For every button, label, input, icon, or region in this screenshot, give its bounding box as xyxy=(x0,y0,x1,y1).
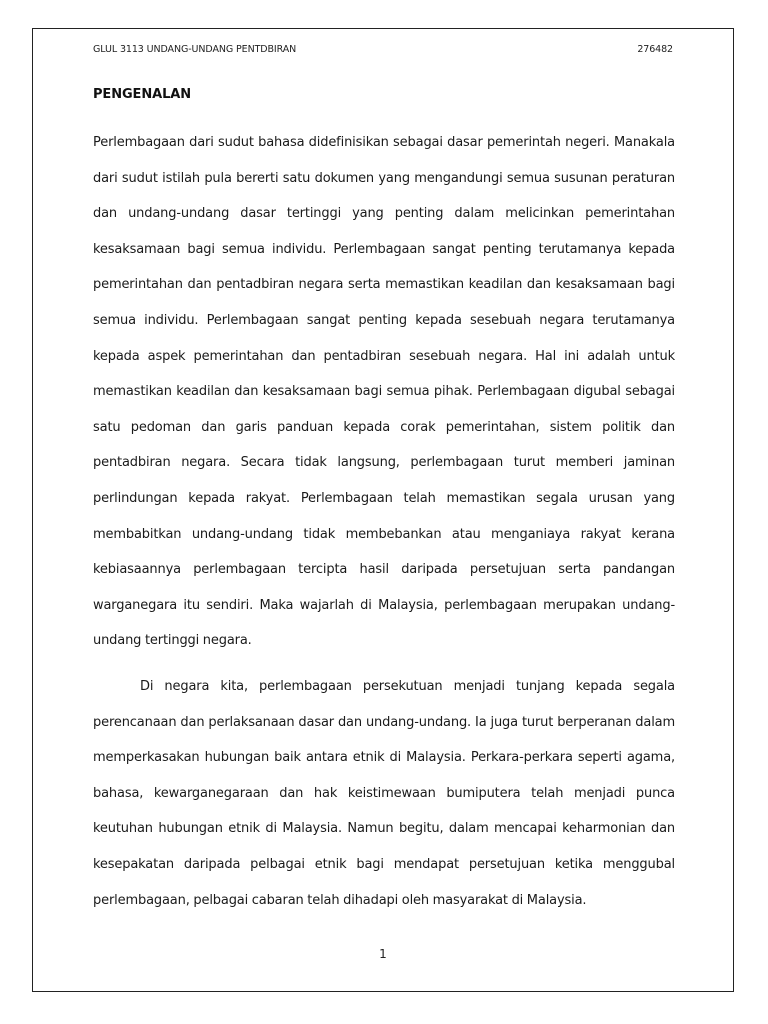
page-header xyxy=(93,44,673,58)
paragraph-2: Di negara kita, perlembagaan persekutuan menjadi tunjang kepada segala perencanaan dan perlaksanaan dasar dan undang-undang. Ia juga turut berperanan dalam memperkasakan hubungan baik antara etnik di Malaysia. Perkara-perkara seperti agama, bahasa, kewarganegaraan dan hak keistimewaan bumiputera telah menjadi punca keutuhan hubungan etnik di Malaysia. Namun begitu, dalam mencapai keharmonian dan kesepakatan daripada pelbagai etnik bagi mendapat persetujuan ketika menggubal perlembagaan, pelbagai cabaran telah dihadapi oleh masyarakat di Malaysia. xyxy=(93,679,675,908)
paragraph-1: Perlembagaan dari sudut bahasa didefinisikan sebagai dasar pemerintah negeri. Manakala dari sudut istilah pula bererti satu dokumen yang mengandungi semua susunan peraturan dan undang-undang dasar tertinggi yang penting dalam melicinkan pemerintahan kesaksamaan bagi semua individu. Perlembagaan sangat penting terutamanya kepada pemerintahan dan pentadbiran negara serta memastikan keadilan dan kesaksamaan bagi semua individu. Perlembagaan sangat penting kepada sesebuah negara terutamanya kepada aspek pemerintahan dan pentadbiran sesebuah negara. Hal ini adalah untuk memastikan keadilan dan kesaksamaan bagi semua pihak. Perlembagaan digubal sebagai satu pedoman dan garis panduan kepada corak pemerintahan, sistem politik dan pentadbiran negara. Secara tidak langsung, perlembagaan turut memberi jaminan perlindungan kepada rakyat. Perlembagaan telah memastikan segala urusan yang membabitkan undang-undang tidak membebankan atau menganiaya rakyat kerana kebiasaannya perlembagaan tercipta hasil daripada persetujuan serta pandangan warganegara itu sendiri. Maka wajarlah di Malaysia, perlembagaan merupakan undang-undang tertinggi negara. xyxy=(93,135,675,649)
page-number: 1 xyxy=(379,947,387,961)
student-id: 276482 xyxy=(637,44,673,55)
course-title: GLUL 3113 UNDANG-UNDANG PENTDBIRAN xyxy=(93,44,297,55)
section-heading: PENGENALAN xyxy=(93,87,192,102)
document-page xyxy=(32,28,734,992)
